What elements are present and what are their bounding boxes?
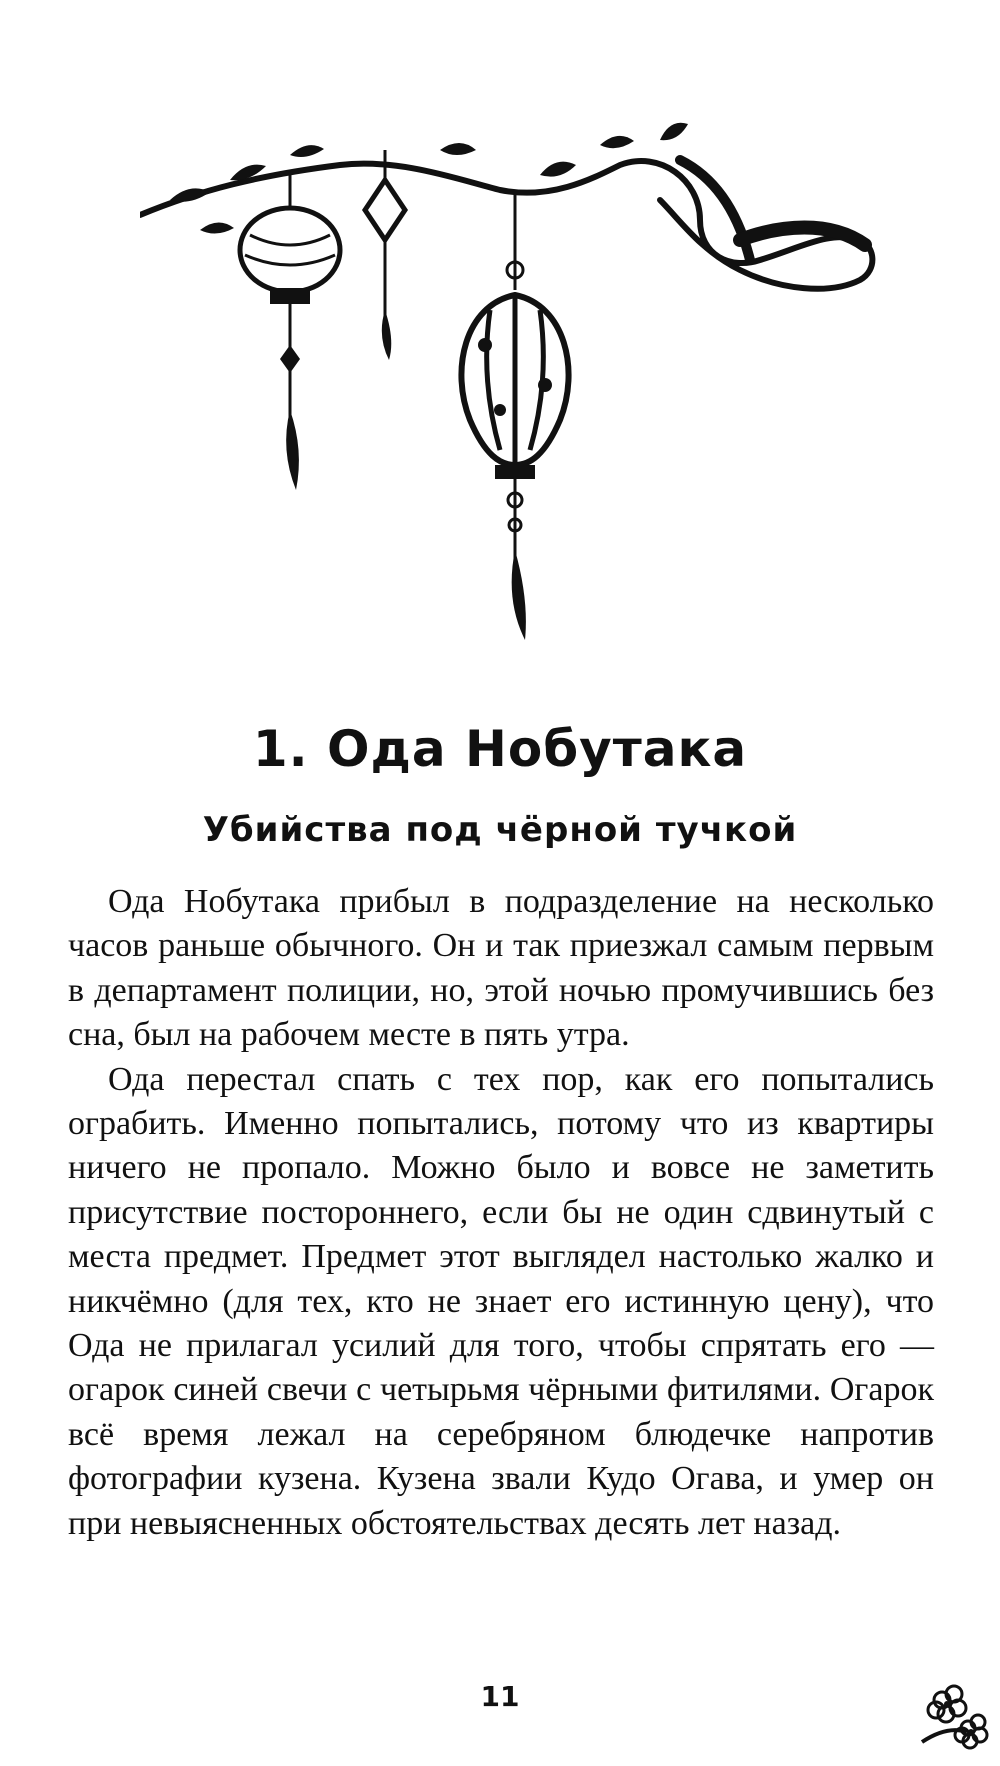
body-text (68, 880, 934, 1546)
cherry-blossom-icon (912, 1672, 992, 1752)
chapter-title: 1. Ода Нобутака (252, 720, 748, 778)
paragraph: Ода перестал спать с тех пор, как его попытались ограбить. Именно попытались, потому что из квартиры ничего не пропало. Можно было и вовсе не заметить присутствие постороннего, если бы не один сдвинутый с места предмет. Предмет этот выглядел настолько жалко и никчёмно (для тех, кто не знает его истинную цену), что Ода не прилагал усилий для того, чтобы спрятать его — огарок синей свечи с четырьмя чёрными фитилями. Огарок всё время лежал на серебряном блюдечке напротив фотографии кузена. Кузена звали Кудо Огава, и умер он при невыясненных обстоятельствах десять лет назад. (68, 1060, 934, 1542)
chapter-subtitle: Убийства под чёрной тучкой (202, 810, 798, 850)
lantern-branch-illustration (140, 120, 880, 690)
paragraph: Ода Нобутака прибыл в подразделение на несколько часов раньше обычного. Он и так приезжал самым первым в департамент полиции, но, этой ночью промучившись без сна, был на рабочем месте в пять утра. (68, 883, 934, 1054)
page-number: 11 (480, 1680, 520, 1713)
